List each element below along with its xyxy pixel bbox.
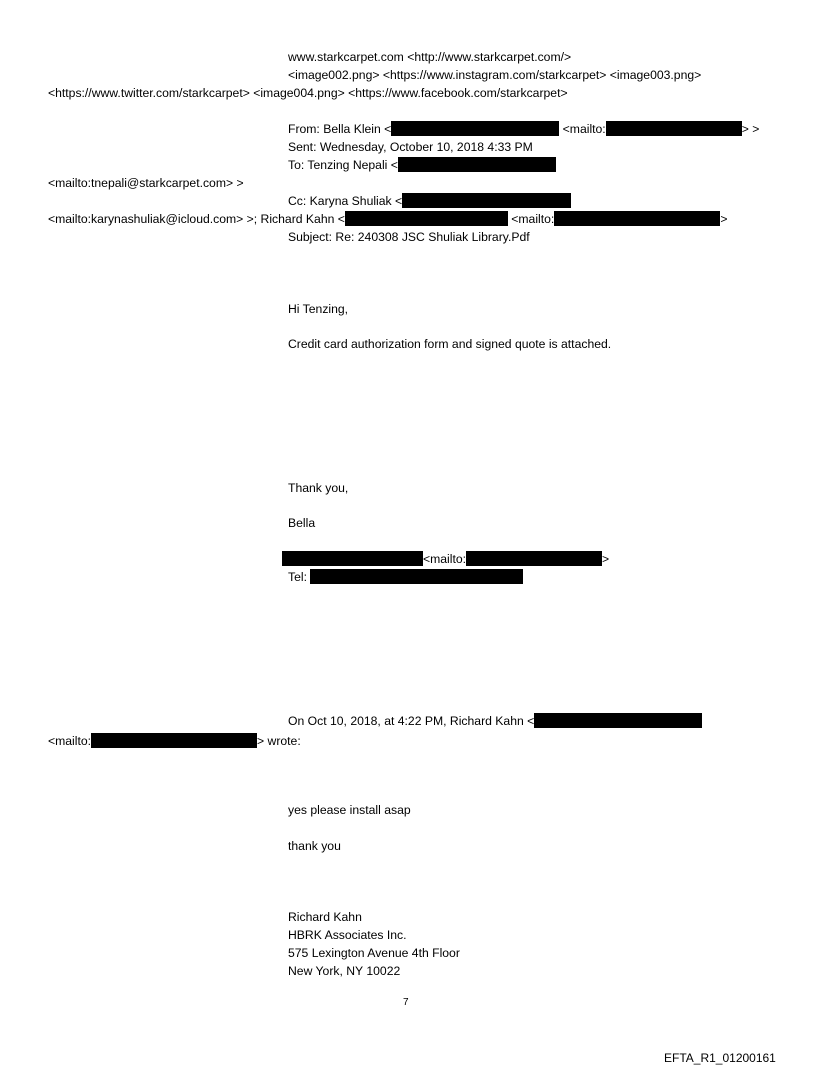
social-links-line-2[interactable]: <https://www.twitter.com/starkcarpet> <image004.png> <https://www.facebook.com/starkcarpet> <box>48 86 568 100</box>
cc-mailto-text[interactable]: <mailto:karynashuliak@icloud.com> >; Richard Kahn < <box>48 212 345 226</box>
page-number: 7 <box>403 997 409 1008</box>
quoted-sig-city: New York, NY 10022 <box>288 964 401 978</box>
quoted-sig-address: 575 Lexington Avenue 4th Floor <box>288 946 460 960</box>
quoted-line-2: thank you <box>288 839 341 853</box>
sig-mailto-end: > <box>602 552 610 566</box>
quoted-intro-line <box>288 713 702 729</box>
to-mailto-line[interactable]: <mailto:tnepali@starkcarpet.com> > <box>48 176 244 190</box>
redaction-block <box>554 211 720 226</box>
quoted-sig-name: Richard Kahn <box>288 910 362 924</box>
website-link[interactable]: www.starkcarpet.com <http://www.starkcarpet.com/> <box>288 50 572 64</box>
tel-line <box>288 569 523 585</box>
redaction-block <box>606 121 742 136</box>
quoted-wrote: > wrote: <box>257 734 301 748</box>
sent-line: Sent: Wednesday, October 10, 2018 4:33 PM <box>288 140 533 154</box>
redaction-block <box>91 733 257 748</box>
quoted-intro: On Oct 10, 2018, at 4:22 PM, Richard Kahn < <box>288 714 535 728</box>
social-links-line-1[interactable]: <image002.png> <https://www.instagram.com/starkcarpet> <image003.png> <box>288 68 702 82</box>
subject-line: Subject: Re: 240308 JSC Shuliak Library.Pdf <box>288 230 530 244</box>
redaction-block <box>534 713 702 728</box>
tel-label: Tel: <box>288 570 311 584</box>
redaction-block <box>345 211 508 226</box>
from-mailto-label: <mailto: <box>559 122 606 136</box>
signature-email-line <box>282 551 609 567</box>
sig-mailto-label: <mailto: <box>423 552 467 566</box>
from-end: > > <box>741 122 760 136</box>
greeting: Hi Tenzing, <box>288 302 349 316</box>
cc-line <box>288 193 571 209</box>
to-line <box>288 157 556 173</box>
to-label: To: Tenzing Nepali < <box>288 158 398 172</box>
cc-end: > <box>720 212 728 226</box>
redaction-block <box>402 193 571 208</box>
redaction-block <box>310 569 523 584</box>
signature-name: Bella <box>288 516 316 530</box>
from-line <box>288 121 759 137</box>
cc-mailto-line <box>48 211 727 227</box>
redaction-block <box>282 551 423 566</box>
cc-mailto2-text: <mailto: <box>507 212 555 226</box>
redaction-block <box>466 551 602 566</box>
cc-label: Cc: Karyna Shuliak < <box>288 194 403 208</box>
document-id-footer: EFTA_R1_01200161 <box>664 1051 776 1065</box>
quoted-line-1: yes please install asap <box>288 803 411 817</box>
quoted-sig-company: HBRK Associates Inc. <box>288 928 407 942</box>
redaction-block <box>391 121 559 136</box>
redaction-block <box>398 157 556 172</box>
quoted-mailto-line <box>48 733 301 749</box>
message-text: Credit card authorization form and signed quote is attached. <box>288 337 612 351</box>
closing: Thank you, <box>288 481 349 495</box>
quoted-mailto: <mailto: <box>48 734 92 748</box>
from-label: From: Bella Klein < <box>288 122 392 136</box>
